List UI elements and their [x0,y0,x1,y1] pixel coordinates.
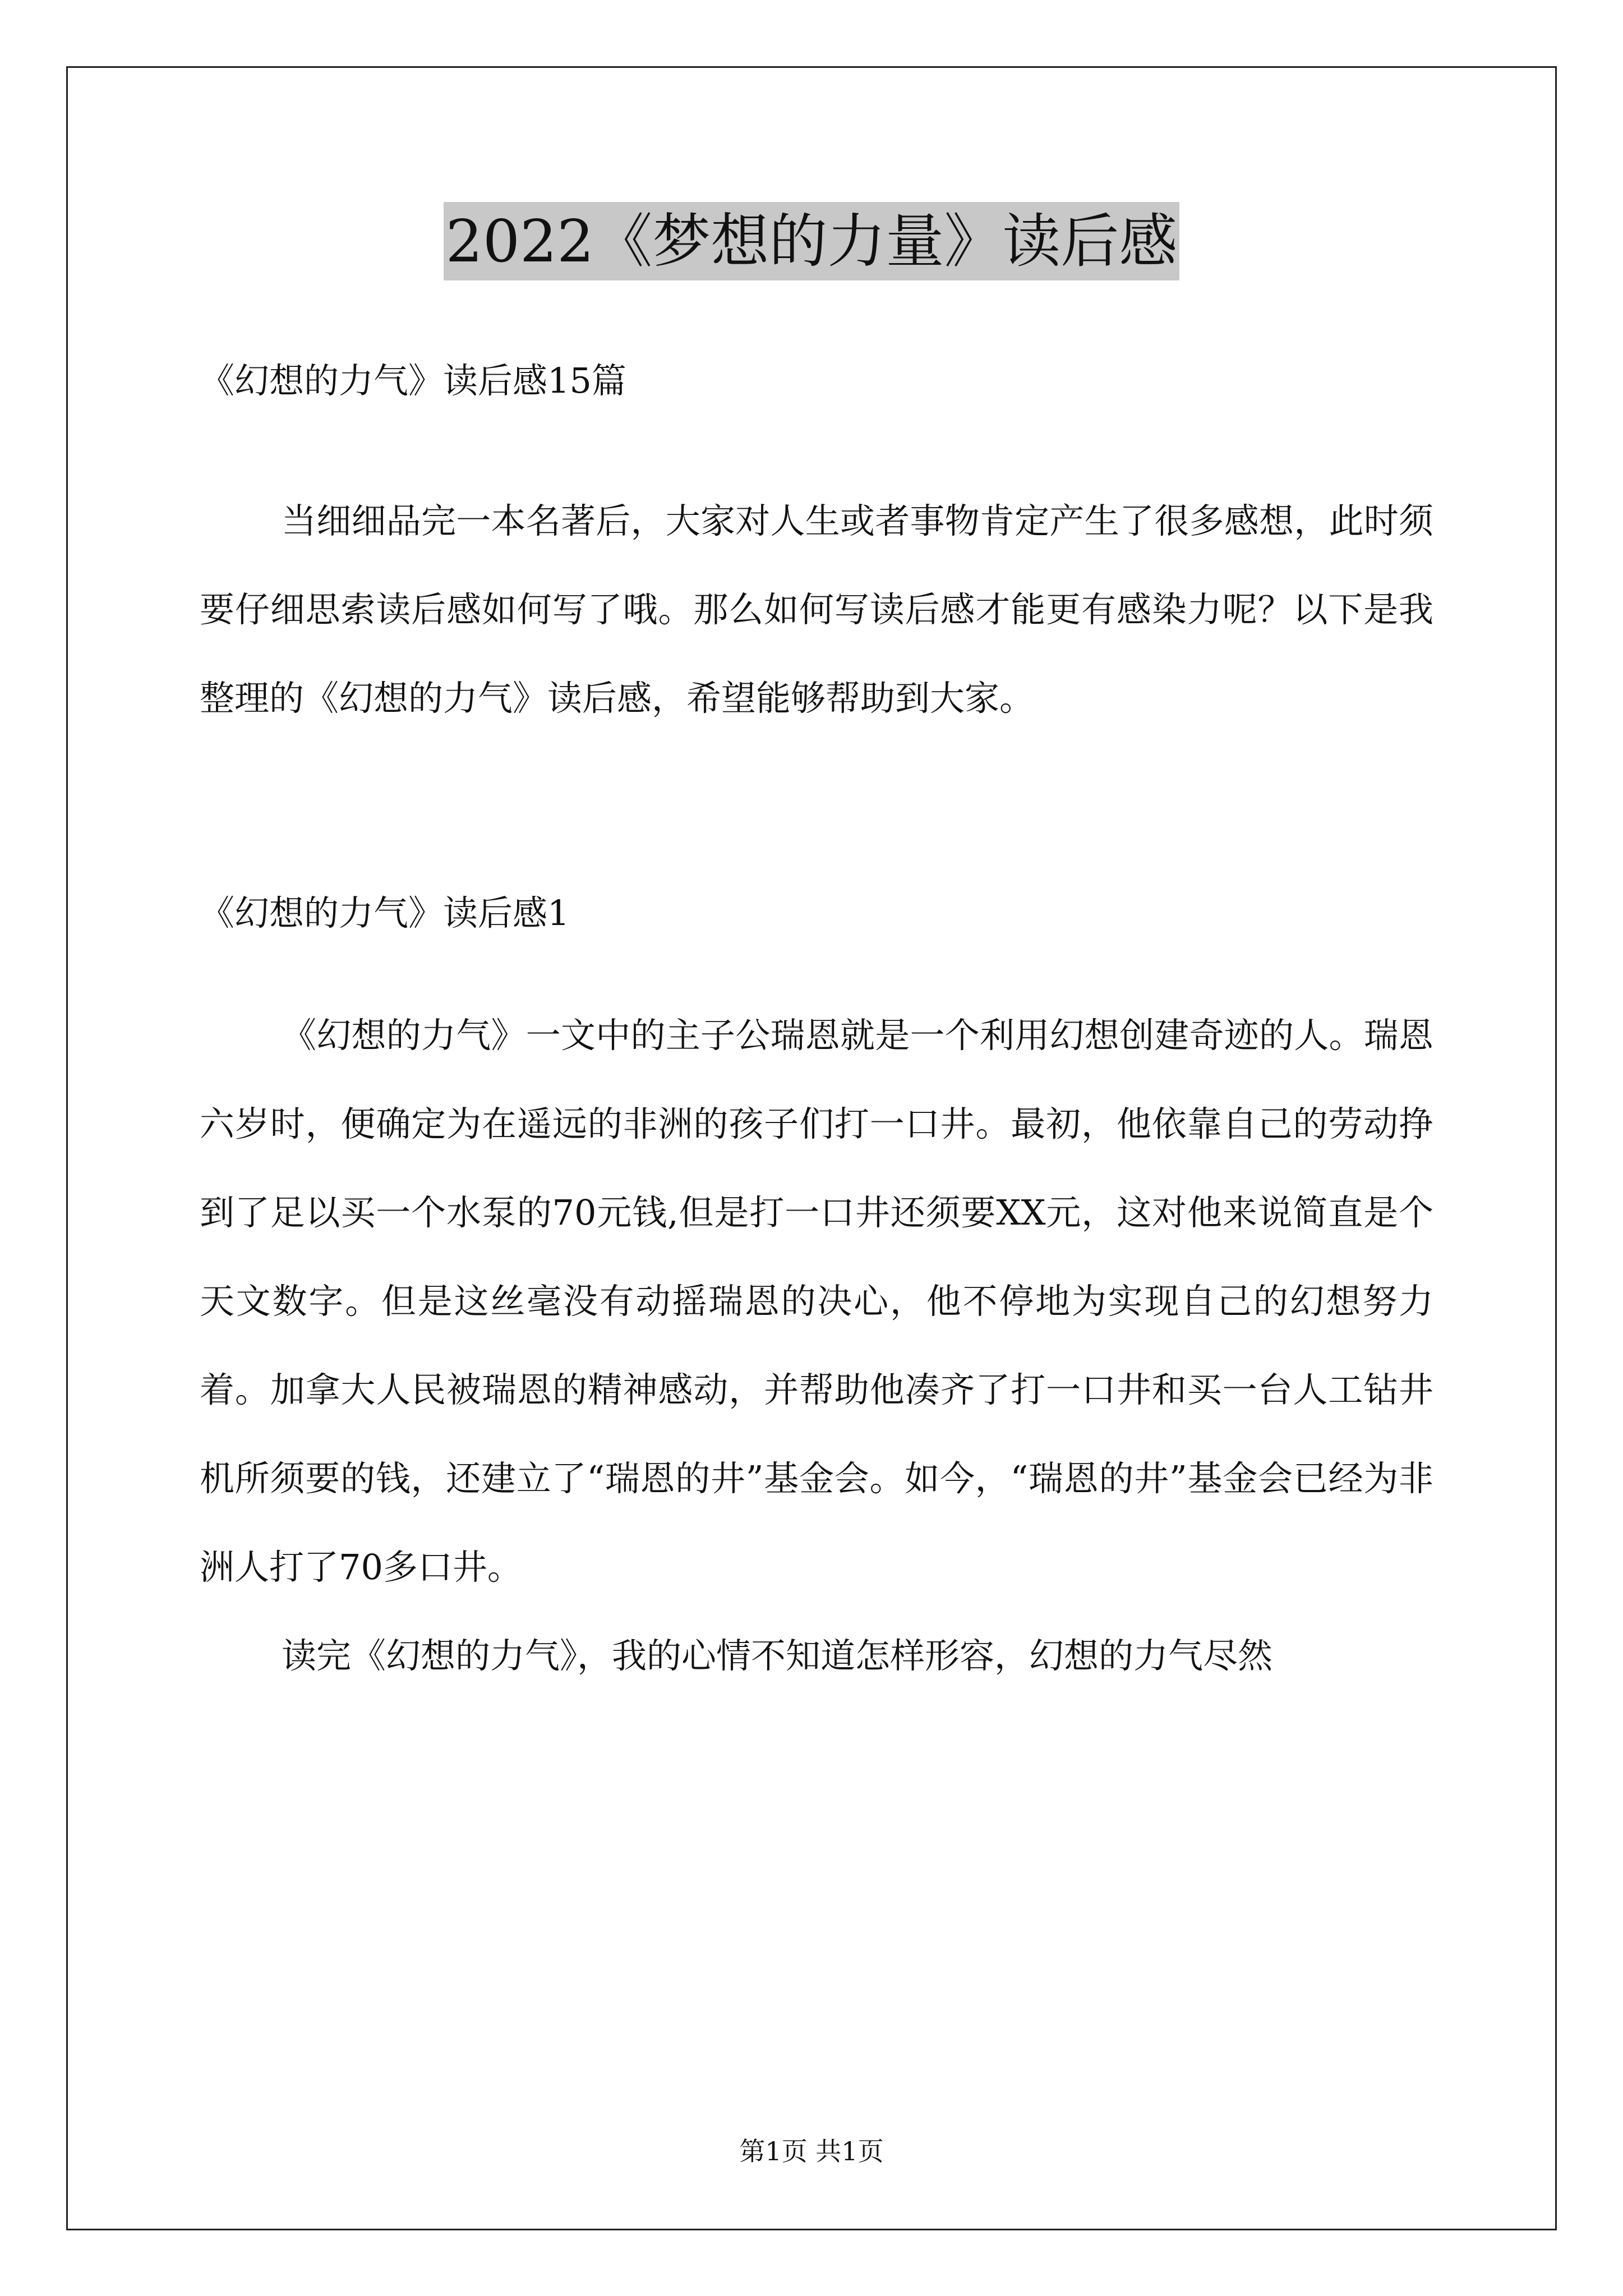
spacer [200,743,1433,869]
document-subtitle: 《幻想的力气》读后感15篇 [200,360,626,401]
section-paragraph-1: 《幻想的力气》一文中的主子公瑞恩就是一个利用幻想创建奇迹的人。瑞恩六岁时，便确定为在遥远的非洲的孩子们打一口井。最初，他依靠自己的劳动挣到了足以买一个水泵的70元钱,但是打一口井还须要XX元，这对他来说简直是个天文数字。但是这丝毫没有动摇瑞恩的决心，他不停地为实现自己的幻想努力着。加拿大人民被瑞恩的精神感动，并帮助他凑齐了打一口井和买一台人工钻井机所须要的钱，还建立了“瑞恩的井”基金会。如今，“瑞恩的井”基金会已经为非洲人打了70多口井。 [200,1015,1433,1588]
document-title [0,202,1623,280]
document-title-text: 2022《梦想的力量》读后感 [444,202,1180,280]
intro-paragraph: 当细细品完一本名著后，大家对人生或者事物肯定产生了很多感想，此时须要仔细思索读后感如何写了哦。那么如何写读后感才能更有感染力呢？以下是我整理的《幻想的力气》读后感，希望能够帮助到大家。 [200,500,1433,719]
section-heading: 《幻想的力气》读后感1 [200,892,570,933]
spacer [200,958,1433,991]
section-paragraph-2: 读完《幻想的力气》，我的心情不知道怎样形容，幻想的力气尽然 [282,1635,1273,1676]
spacer [200,425,1433,477]
document-body [200,337,1433,1700]
page-footer: 第1页 共1页 [739,2136,884,2166]
